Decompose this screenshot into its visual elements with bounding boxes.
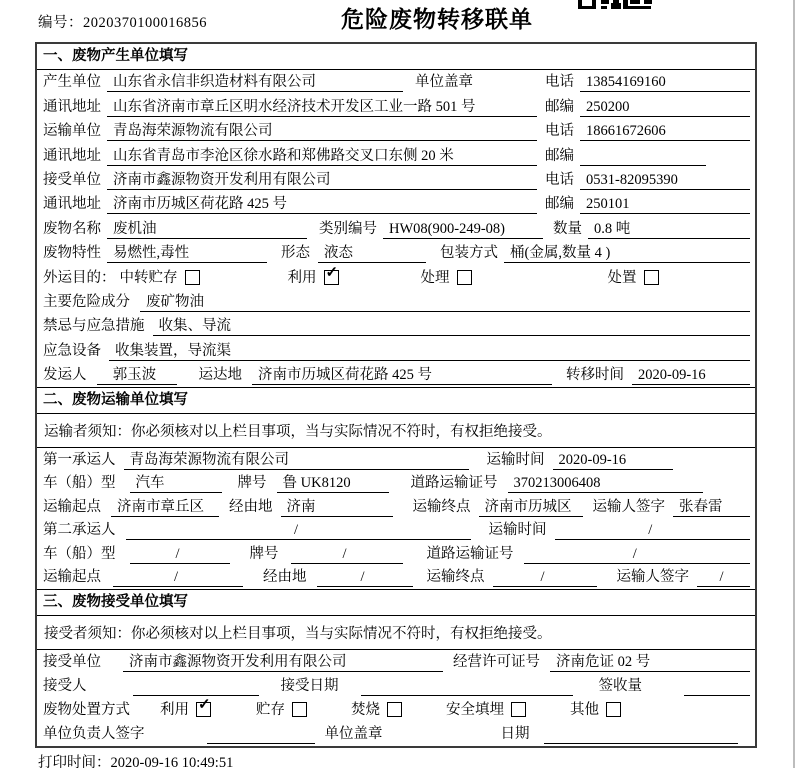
address-label: 通讯地址: [43, 196, 101, 213]
row-vehicle-2: [37, 542, 755, 566]
zip-label: 邮编: [545, 196, 574, 213]
checkbox-label: 利用: [160, 702, 189, 719]
checkbox-checked-icon: ✓: [196, 702, 211, 717]
producer-label: 产生单位: [43, 74, 101, 91]
hazard-label: 主要危险成分: [43, 293, 130, 310]
disposal-label: 废物处置方式: [43, 702, 130, 719]
carrier-sign-value: /: [697, 569, 750, 587]
left-column: [43, 221, 553, 239]
page-title: 危险废物转移联单: [341, 7, 533, 32]
date-label: 日期: [500, 726, 530, 743]
checkbox-icon: [387, 702, 402, 717]
carrier2-value: /: [126, 522, 471, 540]
checkbox-label: 其他: [570, 702, 599, 719]
route-start-value: 济南市章丘区: [111, 499, 219, 517]
section1-title: 一、废物产生单位填写: [37, 44, 755, 70]
route-start-value: /: [113, 569, 243, 587]
road-license-label: 道路运输证号: [410, 475, 498, 492]
producer-value: 山东省永信非织造材料有限公司: [107, 74, 403, 92]
row-transport-address: [37, 143, 755, 167]
plate-value: /: [291, 546, 403, 564]
row-taboo-measures: [37, 314, 755, 338]
category-value: HW08(900-249-08): [383, 221, 543, 239]
phone-value: 0531-82095390: [580, 172, 750, 190]
checkbox-icon: [644, 270, 659, 285]
address-value: 山东省济南市章丘区明水经济技术开发区工业一路 501 号: [107, 99, 537, 117]
page-edge-line: [793, 0, 795, 768]
business-license-label: 经营许可证号: [453, 654, 540, 671]
phone-value: 13854169160: [580, 74, 750, 92]
row-waste-name: [37, 216, 755, 240]
route-via-label: 经由地: [263, 569, 307, 586]
road-license-label: 道路运输证号: [426, 545, 514, 562]
zip-label: 邮编: [545, 98, 574, 115]
dispatcher-value: 郭玉波: [97, 367, 177, 385]
packaging-value: 桶(金属,数量 4 ): [504, 245, 750, 263]
checkbox-label: 中转贮存: [119, 269, 178, 286]
transport-time-value: /: [555, 522, 751, 540]
receiver-value: 济南市鑫源物资开发利用有限公司: [107, 172, 537, 190]
destination-value: 济南市历城区荷花路 425 号: [252, 367, 552, 385]
checkbox-icon: [457, 270, 472, 285]
vehicle-type-label: 车（船）型: [43, 475, 116, 492]
purpose-option-treat: [421, 270, 472, 288]
notice-text: 运输者须知：你必须核对以上栏目事项，当与实际情况不符时，有权拒绝接受。: [44, 424, 552, 441]
phone-value: 18661672606: [580, 123, 750, 141]
row-transport-unit: [37, 119, 755, 143]
checkbox-label: 贮存: [256, 702, 285, 719]
disposal-option-use: [160, 697, 211, 720]
road-license-value: /: [524, 546, 751, 564]
disposal-option-landfill: [446, 702, 526, 720]
form-value: 液态: [318, 245, 426, 263]
recv-date-label: 接受日期: [280, 678, 339, 695]
vehicle-type-value: 汽车: [130, 475, 222, 493]
phone-label: 电话: [545, 74, 574, 91]
address-value: 山东省青岛市李沧区徐水路和郑佛路交叉口东侧 20 米: [107, 148, 537, 166]
transport-time-label: 运输时间: [488, 522, 547, 539]
destination-label: 运达地: [198, 367, 242, 384]
traits-value: 易燃性,毒性: [107, 245, 267, 263]
checkbox-label: 处理: [420, 269, 450, 286]
row-transfer-purpose: [37, 265, 755, 289]
quantity-label: 数量: [553, 220, 582, 237]
left-column: [43, 196, 545, 214]
row-producer-address: [37, 94, 755, 118]
phone-label: 电话: [545, 123, 574, 140]
route-via-value: 济南: [281, 499, 393, 517]
zip-value: 250101: [580, 196, 750, 214]
row-receiver-address: [37, 192, 755, 216]
business-license-value: 济南危证 02 号: [550, 654, 750, 672]
row-route-2: [37, 566, 755, 590]
left-column: [43, 74, 545, 92]
address-value: 济南市历城区荷花路 425 号: [107, 196, 537, 214]
row-vehicle-1: [37, 472, 755, 496]
recv-unit-value: 济南市鑫源物资开发利用有限公司: [123, 654, 443, 672]
transporter-notice: [37, 414, 755, 448]
waste-name-value: 废机油: [107, 221, 307, 239]
transporter-label: 运输单位: [43, 123, 101, 140]
signed-amount-value: [684, 694, 750, 696]
transport-time-value: 2020-09-16: [553, 452, 673, 470]
hazard-value: 废矿物油: [140, 294, 750, 312]
checkbox-icon: [511, 702, 526, 717]
dispatcher-label: 发运人: [43, 367, 87, 384]
route-end-value: /: [493, 569, 597, 587]
checkbox-label: 安全填埋: [446, 702, 504, 719]
zip-label: 邮编: [545, 147, 574, 164]
checkbox-icon: [606, 702, 621, 717]
responsible-sign-label: 单位负责人签字: [43, 726, 145, 743]
row-disposal-method: [37, 698, 755, 722]
disposal-option-incinerate: [351, 702, 402, 720]
route-end-label: 运输终点: [426, 569, 485, 586]
doc-number: 编号：2020370100016856: [38, 15, 207, 31]
disposal-option-other: [570, 702, 621, 720]
traits-label: 废物特性: [43, 245, 101, 262]
address-label: 通讯地址: [43, 98, 101, 115]
carrier-sign-label: 运输人签字: [592, 498, 665, 515]
row-receiving-person: [37, 674, 755, 698]
row-receiving-unit: [37, 650, 755, 674]
left-column: [43, 99, 545, 117]
section2-title: 二、废物运输单位填写: [37, 387, 755, 414]
recv-date-value: [361, 694, 573, 696]
route-end-label: 运输终点: [412, 498, 471, 515]
notice-text: 接受者须知：你必须核对以上栏目事项，当与实际情况不符时，有权拒绝接受。: [44, 626, 552, 643]
transport-time-label: 运输时间: [486, 451, 545, 468]
form-box: [35, 42, 757, 748]
recv-person-label: 接受人: [43, 678, 87, 695]
purpose-option-storage: [120, 270, 200, 288]
transfer-time-label: 转移时间: [566, 367, 624, 384]
recv-unit-label: 接受单位: [43, 654, 101, 671]
row-route-1: [37, 495, 755, 519]
checkbox-icon: [292, 702, 307, 717]
disposal-option-store: [256, 702, 307, 720]
recv-person-value: [133, 694, 259, 696]
purpose-label: 外运目的：: [43, 269, 116, 286]
date-value: [544, 742, 739, 744]
vehicle-type-label: 车（船）型: [43, 545, 116, 562]
print-time: 打印时间：2020-09-16 10:49:51: [38, 755, 234, 768]
taboo-value: 收集、导流: [153, 318, 751, 336]
phone-label: 电话: [545, 171, 574, 188]
receiver-label: 接受单位: [43, 171, 101, 188]
address-label: 通讯地址: [43, 147, 101, 164]
carrier-sign-label: 运输人签字: [616, 569, 689, 586]
carrier-sign-value: 张春雷: [673, 499, 750, 517]
plate-label: 牌号: [237, 475, 267, 492]
row-dispatcher: [37, 363, 755, 387]
signed-amount-label: 签收量: [598, 678, 642, 695]
vehicle-type-value: /: [130, 546, 230, 564]
purpose-option-use: [287, 264, 339, 288]
row-responsible-signature: [37, 722, 755, 746]
route-start-label: 运输起点: [43, 498, 101, 515]
unit-seal-label: 单位盖章: [415, 74, 473, 91]
left-column: [43, 123, 545, 141]
section3-title: 三、废物接受单位填写: [37, 589, 755, 616]
purpose-option-dispose: [608, 270, 659, 288]
taboo-label: 禁忌与应急措施: [43, 318, 145, 335]
category-label: 类别编号: [319, 220, 377, 237]
form-label: 形态: [281, 245, 310, 262]
qr-code-fragment: [578, 0, 656, 9]
packaging-label: 包装方式: [440, 245, 498, 262]
row-second-carrier: [37, 519, 755, 543]
row-first-carrier: [37, 448, 755, 472]
route-via-value: /: [317, 569, 413, 587]
receiver-notice: [37, 616, 755, 650]
checkbox-label: 焚烧: [351, 702, 380, 719]
plate-label: 牌号: [249, 545, 279, 562]
waste-name-label: 废物名称: [43, 220, 101, 237]
row-receiver-unit: [37, 168, 755, 192]
checkbox-icon: [185, 270, 200, 285]
route-end-value: 济南市历城区: [479, 499, 583, 517]
equipment-label: 应急设备: [43, 342, 101, 359]
responsible-sign-value: [207, 742, 315, 744]
row-waste-traits: [37, 241, 755, 265]
carrier1-label: 第一承运人: [43, 451, 116, 468]
road-license-value: 370213006408: [508, 475, 703, 493]
zip-value: 250200: [580, 99, 750, 117]
route-start-label: 运输起点: [43, 569, 101, 586]
transfer-time-value: 2020-09-16: [632, 367, 750, 385]
transporter-value: 青岛海荣源物流有限公司: [107, 123, 537, 141]
left-column: [43, 172, 545, 190]
carrier2-label: 第二承运人: [43, 522, 116, 539]
unit-seal-label: 单位盖章: [324, 726, 383, 743]
carrier1-value: 青岛海荣源物流有限公司: [124, 452, 469, 470]
zip-value: [580, 164, 706, 166]
checkbox-checked-icon: ✓: [324, 270, 339, 285]
quantity-value: 0.8 吨: [588, 221, 750, 239]
equipment-value: 收集装置，导流渠: [109, 343, 750, 361]
row-emergency-equipment: [37, 338, 755, 362]
checkbox-label: 利用: [287, 269, 317, 286]
row-producer-unit: [37, 70, 755, 94]
left-column: [43, 148, 545, 166]
row-hazard-components: [37, 290, 755, 314]
route-via-label: 经由地: [229, 498, 273, 515]
plate-value: 鲁 UK8120: [277, 475, 389, 493]
checkbox-label: 处置: [607, 269, 637, 286]
